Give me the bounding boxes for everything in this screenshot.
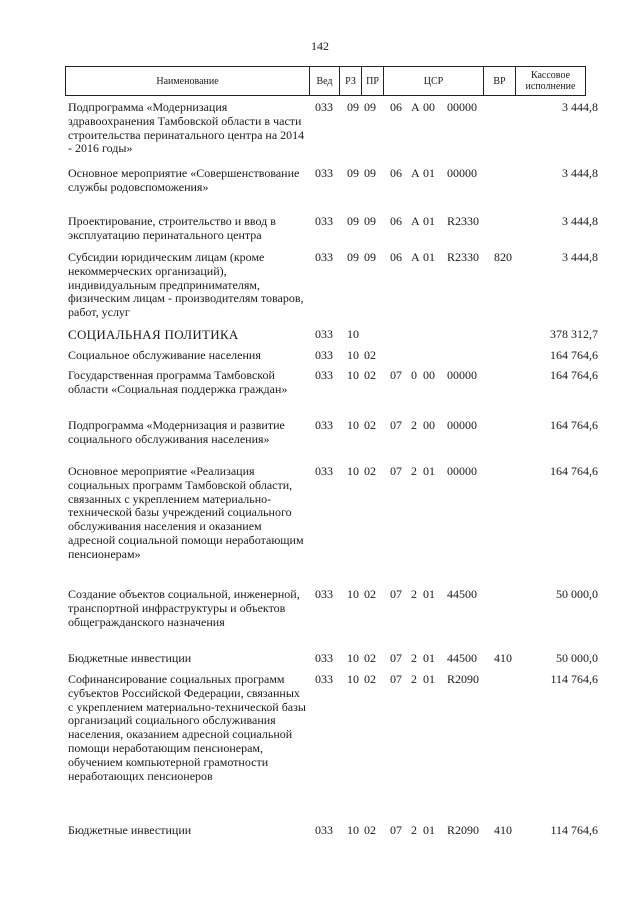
row-csr-direction: 00000 xyxy=(447,464,477,478)
row-sum: 114 764,6 xyxy=(550,672,598,686)
row-ved: 033 xyxy=(315,250,333,264)
row-pr: 09 xyxy=(364,214,376,228)
row-csr-direction: 00000 xyxy=(447,368,477,382)
row-csr-event: 01 xyxy=(423,464,435,478)
page-number: 142 xyxy=(311,39,329,53)
row-rz: 10 xyxy=(347,651,359,665)
row-csr-program: 06 xyxy=(390,250,402,264)
row-sum: 50 000,0 xyxy=(556,587,598,601)
row-pr: 02 xyxy=(364,464,376,478)
row-name: Субсидии юридическим лицам (кроме некоммерческих организаций), индивидуальным предпринимателям, физическим лицам - производителям товаров, работ, услуг xyxy=(68,250,304,320)
row-ved: 033 xyxy=(315,348,333,362)
row-vr: 410 xyxy=(494,651,512,665)
row-csr-program: 07 xyxy=(390,672,402,686)
row-csr-event: 00 xyxy=(423,418,435,432)
row-ved: 033 xyxy=(315,651,333,665)
row-sum: 164 764,6 xyxy=(550,368,598,382)
row-pr: 02 xyxy=(364,587,376,601)
row-csr-program: 07 xyxy=(390,464,402,478)
header-rz: РЗ xyxy=(340,67,362,96)
row-rz: 10 xyxy=(347,464,359,478)
header-csr: ЦСР xyxy=(384,67,484,96)
row-vr: 410 xyxy=(494,823,512,837)
row-csr-subprogram: 2 xyxy=(411,823,417,837)
row-csr-program: 07 xyxy=(390,823,402,837)
row-csr-subprogram: 2 xyxy=(411,418,417,432)
row-csr-event: 00 xyxy=(423,368,435,382)
row-csr-subprogram: 2 xyxy=(411,651,417,665)
row-csr-direction: R2090 xyxy=(447,823,480,837)
row-sum: 3 444,8 xyxy=(562,250,598,264)
row-csr-subprogram: А xyxy=(411,100,420,114)
row-pr: 02 xyxy=(364,368,376,382)
row-sum: 164 764,6 xyxy=(550,418,598,432)
row-pr: 02 xyxy=(364,651,376,665)
row-csr-subprogram: 2 xyxy=(411,464,417,478)
row-sum: 164 764,6 xyxy=(550,464,598,478)
row-rz: 09 xyxy=(347,100,359,114)
row-csr-subprogram: 2 xyxy=(411,587,417,601)
row-pr: 09 xyxy=(364,250,376,264)
row-sum: 114 764,6 xyxy=(550,823,598,837)
row-csr-program: 07 xyxy=(390,651,402,665)
row-rz: 09 xyxy=(347,166,359,180)
header-ved: Вед xyxy=(310,67,340,96)
row-pr: 09 xyxy=(364,166,376,180)
row-sum: 3 444,8 xyxy=(562,214,598,228)
row-csr-direction: 44500 xyxy=(447,587,477,601)
row-csr-event: 01 xyxy=(423,823,435,837)
row-rz: 09 xyxy=(347,250,359,264)
row-csr-event: 00 xyxy=(423,100,435,114)
row-csr-event: 01 xyxy=(423,214,435,228)
row-rz: 09 xyxy=(347,214,359,228)
row-sum: 378 312,7 xyxy=(550,327,598,341)
header-pr: ПР xyxy=(362,67,384,96)
row-rz: 10 xyxy=(347,368,359,382)
row-ved: 033 xyxy=(315,368,333,382)
row-ved: 033 xyxy=(315,214,333,228)
row-csr-event: 01 xyxy=(423,672,435,686)
row-ved: 033 xyxy=(315,823,333,837)
header-name: Наименование xyxy=(66,67,310,96)
row-name: Государственная программа Тамбовской области «Социальная поддержка граждан» xyxy=(68,368,288,396)
header-sum-line2: исполнение xyxy=(525,81,576,92)
row-name: Социальное обслуживание населения xyxy=(68,348,261,362)
row-ved: 033 xyxy=(315,100,333,114)
row-csr-program: 07 xyxy=(390,368,402,382)
row-csr-direction: R2330 xyxy=(447,214,480,228)
row-csr-subprogram: 0 xyxy=(411,368,417,382)
row-csr-direction: R2090 xyxy=(447,672,480,686)
row-name: Подпрограмма «Модернизация здравоохранения Тамбовской области в части строительства перинатального центра на 2014 - 2016 годы» xyxy=(68,100,305,156)
row-csr-event: 01 xyxy=(423,250,435,264)
row-csr-subprogram: 2 xyxy=(411,672,417,686)
row-ved: 033 xyxy=(315,587,333,601)
row-name: СОЦИАЛЬНАЯ ПОЛИТИКА xyxy=(68,327,239,342)
row-name: Подпрограмма «Модернизация и развитие социального обслуживания населения» xyxy=(68,418,285,446)
row-rz: 10 xyxy=(347,327,359,341)
row-csr-direction: 00000 xyxy=(447,100,477,114)
row-name: Создание объектов социальной, инженерной, транспортной инфраструктуры и объектов общегражданского назначения xyxy=(68,587,300,629)
row-ved: 033 xyxy=(315,166,333,180)
row-csr-direction: R2330 xyxy=(447,250,480,264)
row-csr-subprogram: А xyxy=(411,250,420,264)
header-sum-line1: Кассовое xyxy=(530,70,571,81)
row-csr-program: 06 xyxy=(390,166,402,180)
row-csr-direction: 00000 xyxy=(447,166,477,180)
header-vr: ВР xyxy=(484,67,516,96)
row-vr: 820 xyxy=(494,250,512,264)
row-pr: 02 xyxy=(364,418,376,432)
row-ved: 033 xyxy=(315,327,333,341)
row-csr-subprogram: А xyxy=(411,166,420,180)
row-pr: 02 xyxy=(364,823,376,837)
row-rz: 10 xyxy=(347,587,359,601)
row-ved: 033 xyxy=(315,464,333,478)
row-csr-program: 07 xyxy=(390,418,402,432)
row-name: Бюджетные инвестиции xyxy=(68,823,192,837)
row-rz: 10 xyxy=(347,672,359,686)
row-sum: 3 444,8 xyxy=(562,100,598,114)
row-csr-program: 07 xyxy=(390,587,402,601)
row-pr: 02 xyxy=(364,672,376,686)
row-csr-event: 01 xyxy=(423,166,435,180)
row-name: Проектирование, строительство и ввод в эксплуатацию перинатального центра xyxy=(68,214,276,242)
row-pr: 02 xyxy=(364,348,376,362)
row-csr-direction: 00000 xyxy=(447,418,477,432)
row-name: Основное мероприятие «Совершенствование службы родовспоможения» xyxy=(68,166,300,194)
row-csr-event: 01 xyxy=(423,587,435,601)
row-csr-program: 06 xyxy=(390,100,402,114)
row-sum: 50 000,0 xyxy=(556,651,598,665)
row-csr-subprogram: А xyxy=(411,214,420,228)
row-csr-program: 06 xyxy=(390,214,402,228)
row-name: Основное мероприятие «Реализация социальных программ Тамбовской области, связанных с укреплением материально-технической базы учреждений социального обслуживания населения и оказанием адресной социальной помощи неработающим пенсионерам» xyxy=(68,464,304,561)
row-csr-event: 01 xyxy=(423,651,435,665)
row-name: Бюджетные инвестиции xyxy=(68,651,192,665)
row-csr-direction: 44500 xyxy=(447,651,477,665)
row-rz: 10 xyxy=(347,348,359,362)
row-rz: 10 xyxy=(347,823,359,837)
row-name: Софинансирование социальных программ субъектов Российской Федерации, связанных с укреплением материально-технической базы организаций социального обслуживания населения, оказанием адресной социальной помощи неработающим пенсионерам, обучением компьютерной грамотности неработающих пенсионеров xyxy=(68,672,306,783)
row-ved: 033 xyxy=(315,418,333,432)
row-pr: 09 xyxy=(364,100,376,114)
row-sum: 3 444,8 xyxy=(562,166,598,180)
row-sum: 164 764,6 xyxy=(550,348,598,362)
row-ved: 033 xyxy=(315,672,333,686)
row-rz: 10 xyxy=(347,418,359,432)
